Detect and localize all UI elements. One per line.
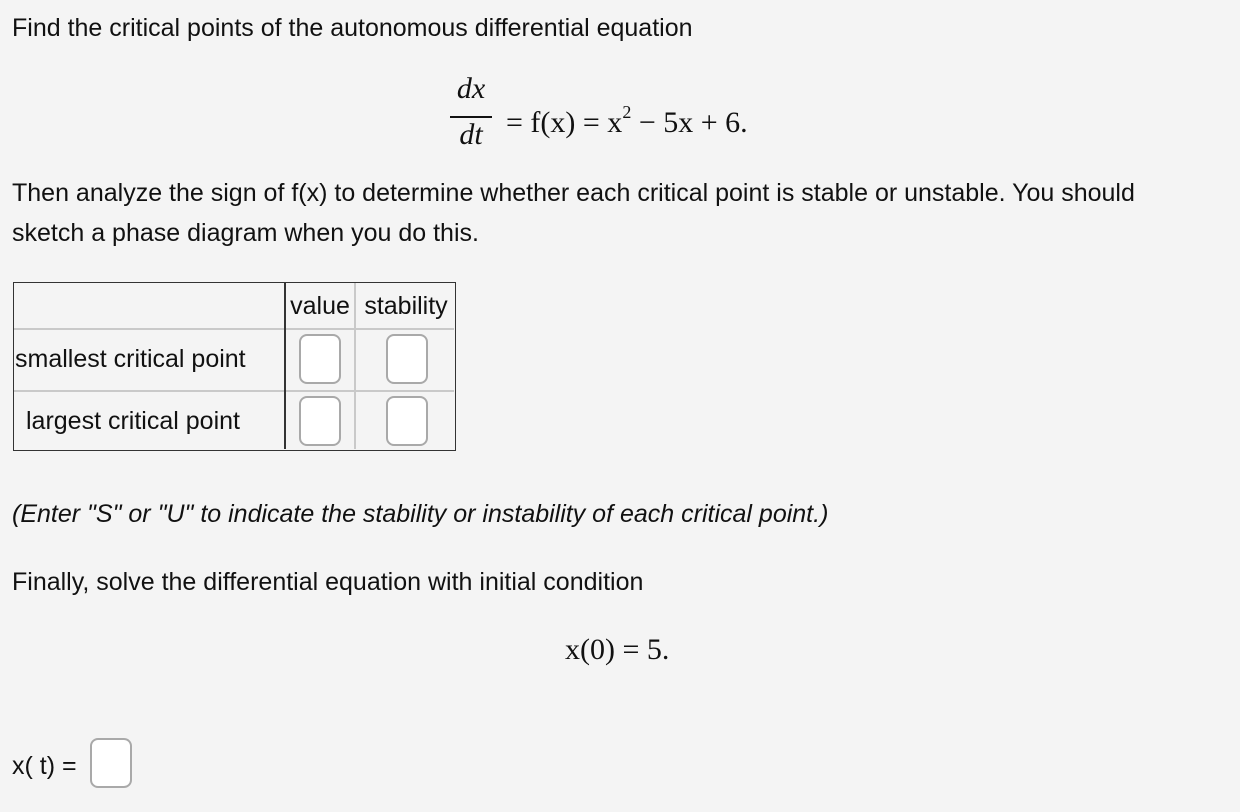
largest-critical-value-input[interactable] [299,396,341,446]
table-row-separator [14,390,454,392]
smallest-critical-stability-input[interactable] [386,334,428,384]
smallest-critical-point-label: smallest critical point [15,345,246,373]
fraction-denominator: dt [459,118,483,151]
intro-text: Find the critical points of the autonomous differential equation [12,14,693,42]
equation-rhs-end: − 5x + 6. [631,106,748,139]
solution-label: x( t) = [12,752,77,780]
equation-rhs-start: = f(x) = x [506,106,623,139]
initial-condition-equation: x(0) = 5. [565,633,670,666]
stability-entry-instruction: (Enter "S" or "U" to indicate the stability or instability of each critical point.) [12,500,829,528]
table-row-separator [14,328,454,330]
differential-equation-rhs [506,92,748,143]
largest-critical-point-label: largest critical point [26,407,240,435]
initial-condition-prompt: Finally, solve the differential equation with initial condition [12,568,644,596]
smallest-critical-value-input[interactable] [299,334,341,384]
solution-input[interactable] [90,738,132,788]
header-stability: stability [364,292,448,320]
equation-exponent: 2 [622,102,632,122]
header-value: value [290,292,350,320]
fraction-numerator: dx [456,72,486,105]
critical-points-table [13,282,456,451]
analysis-instructions: Then analyze the sign of f(x) to determine whether each critical point is stable or unstable. You should sketch a phase diagram when you do this. [12,179,1135,247]
largest-critical-stability-input[interactable] [386,396,428,446]
